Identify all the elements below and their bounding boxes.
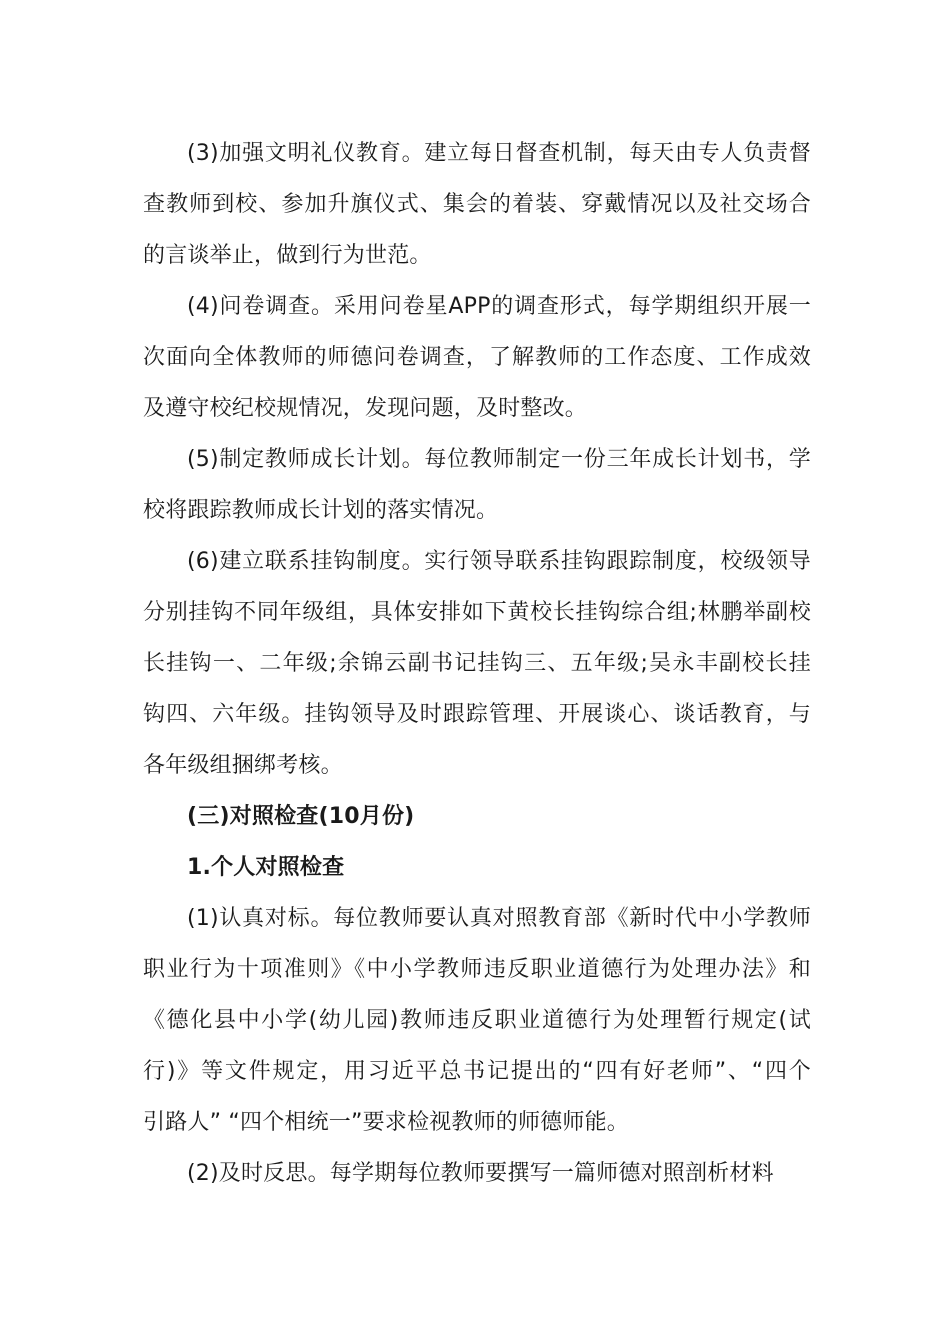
paragraph-reflection [143,1148,811,1199]
document-page [143,128,811,1199]
heading-text: 1.个人对照检查 [187,855,345,880]
text-line: 行)》等文件规定，用习近平总书记提出的“四有好老师”、“四个 [143,1059,811,1084]
section-heading [143,791,811,842]
text-line: 《德化县中小学(幼儿园)教师违反职业道德行为处理暂行规定(试 [143,1008,811,1033]
text-line: 长挂钩一、二年级;余锦云副书记挂钩三、五年级;吴永丰副校长挂 [143,651,811,676]
text-line: 及遵守校纪校规情况，发现问题，及时整改。 [143,396,588,421]
text-line: 查教师到校、参加升旗仪式、集会的着装、穿戴情况以及社交场合 [143,192,811,217]
heading-text: (三)对照检查(10月份) [187,804,415,829]
text-line: 校将跟踪教师成长计划的落实情况。 [143,498,499,523]
text-line: 次面向全体教师的师德问卷调查，了解教师的工作态度、工作成效 [143,345,811,370]
text-line: 引路人” “四个相统一”要求检视教师的师德师能。 [143,1110,629,1135]
text-line: (5)制定教师成长计划。每位教师制定一份三年成长计划书，学 [187,447,811,472]
text-line: 钩四、六年级。挂钩领导及时跟踪管理、开展谈心、谈话教育，与 [143,702,811,727]
text-line: (4)问卷调查。采用问卷星APP的调查形式，每学期组织开展一 [187,294,811,319]
text-line: 职业行为十项准则》《中小学教师违反职业道德行为处理办法》和 [143,957,811,982]
subsection-heading [143,842,811,893]
paragraph-questionnaire [143,281,811,434]
text-line: (3)加强文明礼仪教育。建立每日督查机制，每天由专人负责督 [187,141,811,166]
text-line: 的言谈举止，做到行为世范。 [143,243,432,268]
paragraph-etiquette-education [143,128,811,281]
paragraph-benchmarking [143,893,811,1148]
text-line: (2)及时反思。每学期每位教师要撰写一篇师德对照剖析材料 [187,1161,774,1186]
paragraph-growth-plan [143,434,811,536]
text-line: 各年级组捆绑考核。 [143,753,343,778]
paragraph-liaison-system [143,536,811,791]
text-line: (6)建立联系挂钩制度。实行领导联系挂钩跟踪制度，校级领导 [187,549,811,574]
text-line: 分别挂钩不同年级组，具体安排如下黄校长挂钩综合组;林鹏举副校 [143,600,811,625]
text-line: (1)认真对标。每位教师要认真对照教育部《新时代中小学教师 [187,906,811,931]
